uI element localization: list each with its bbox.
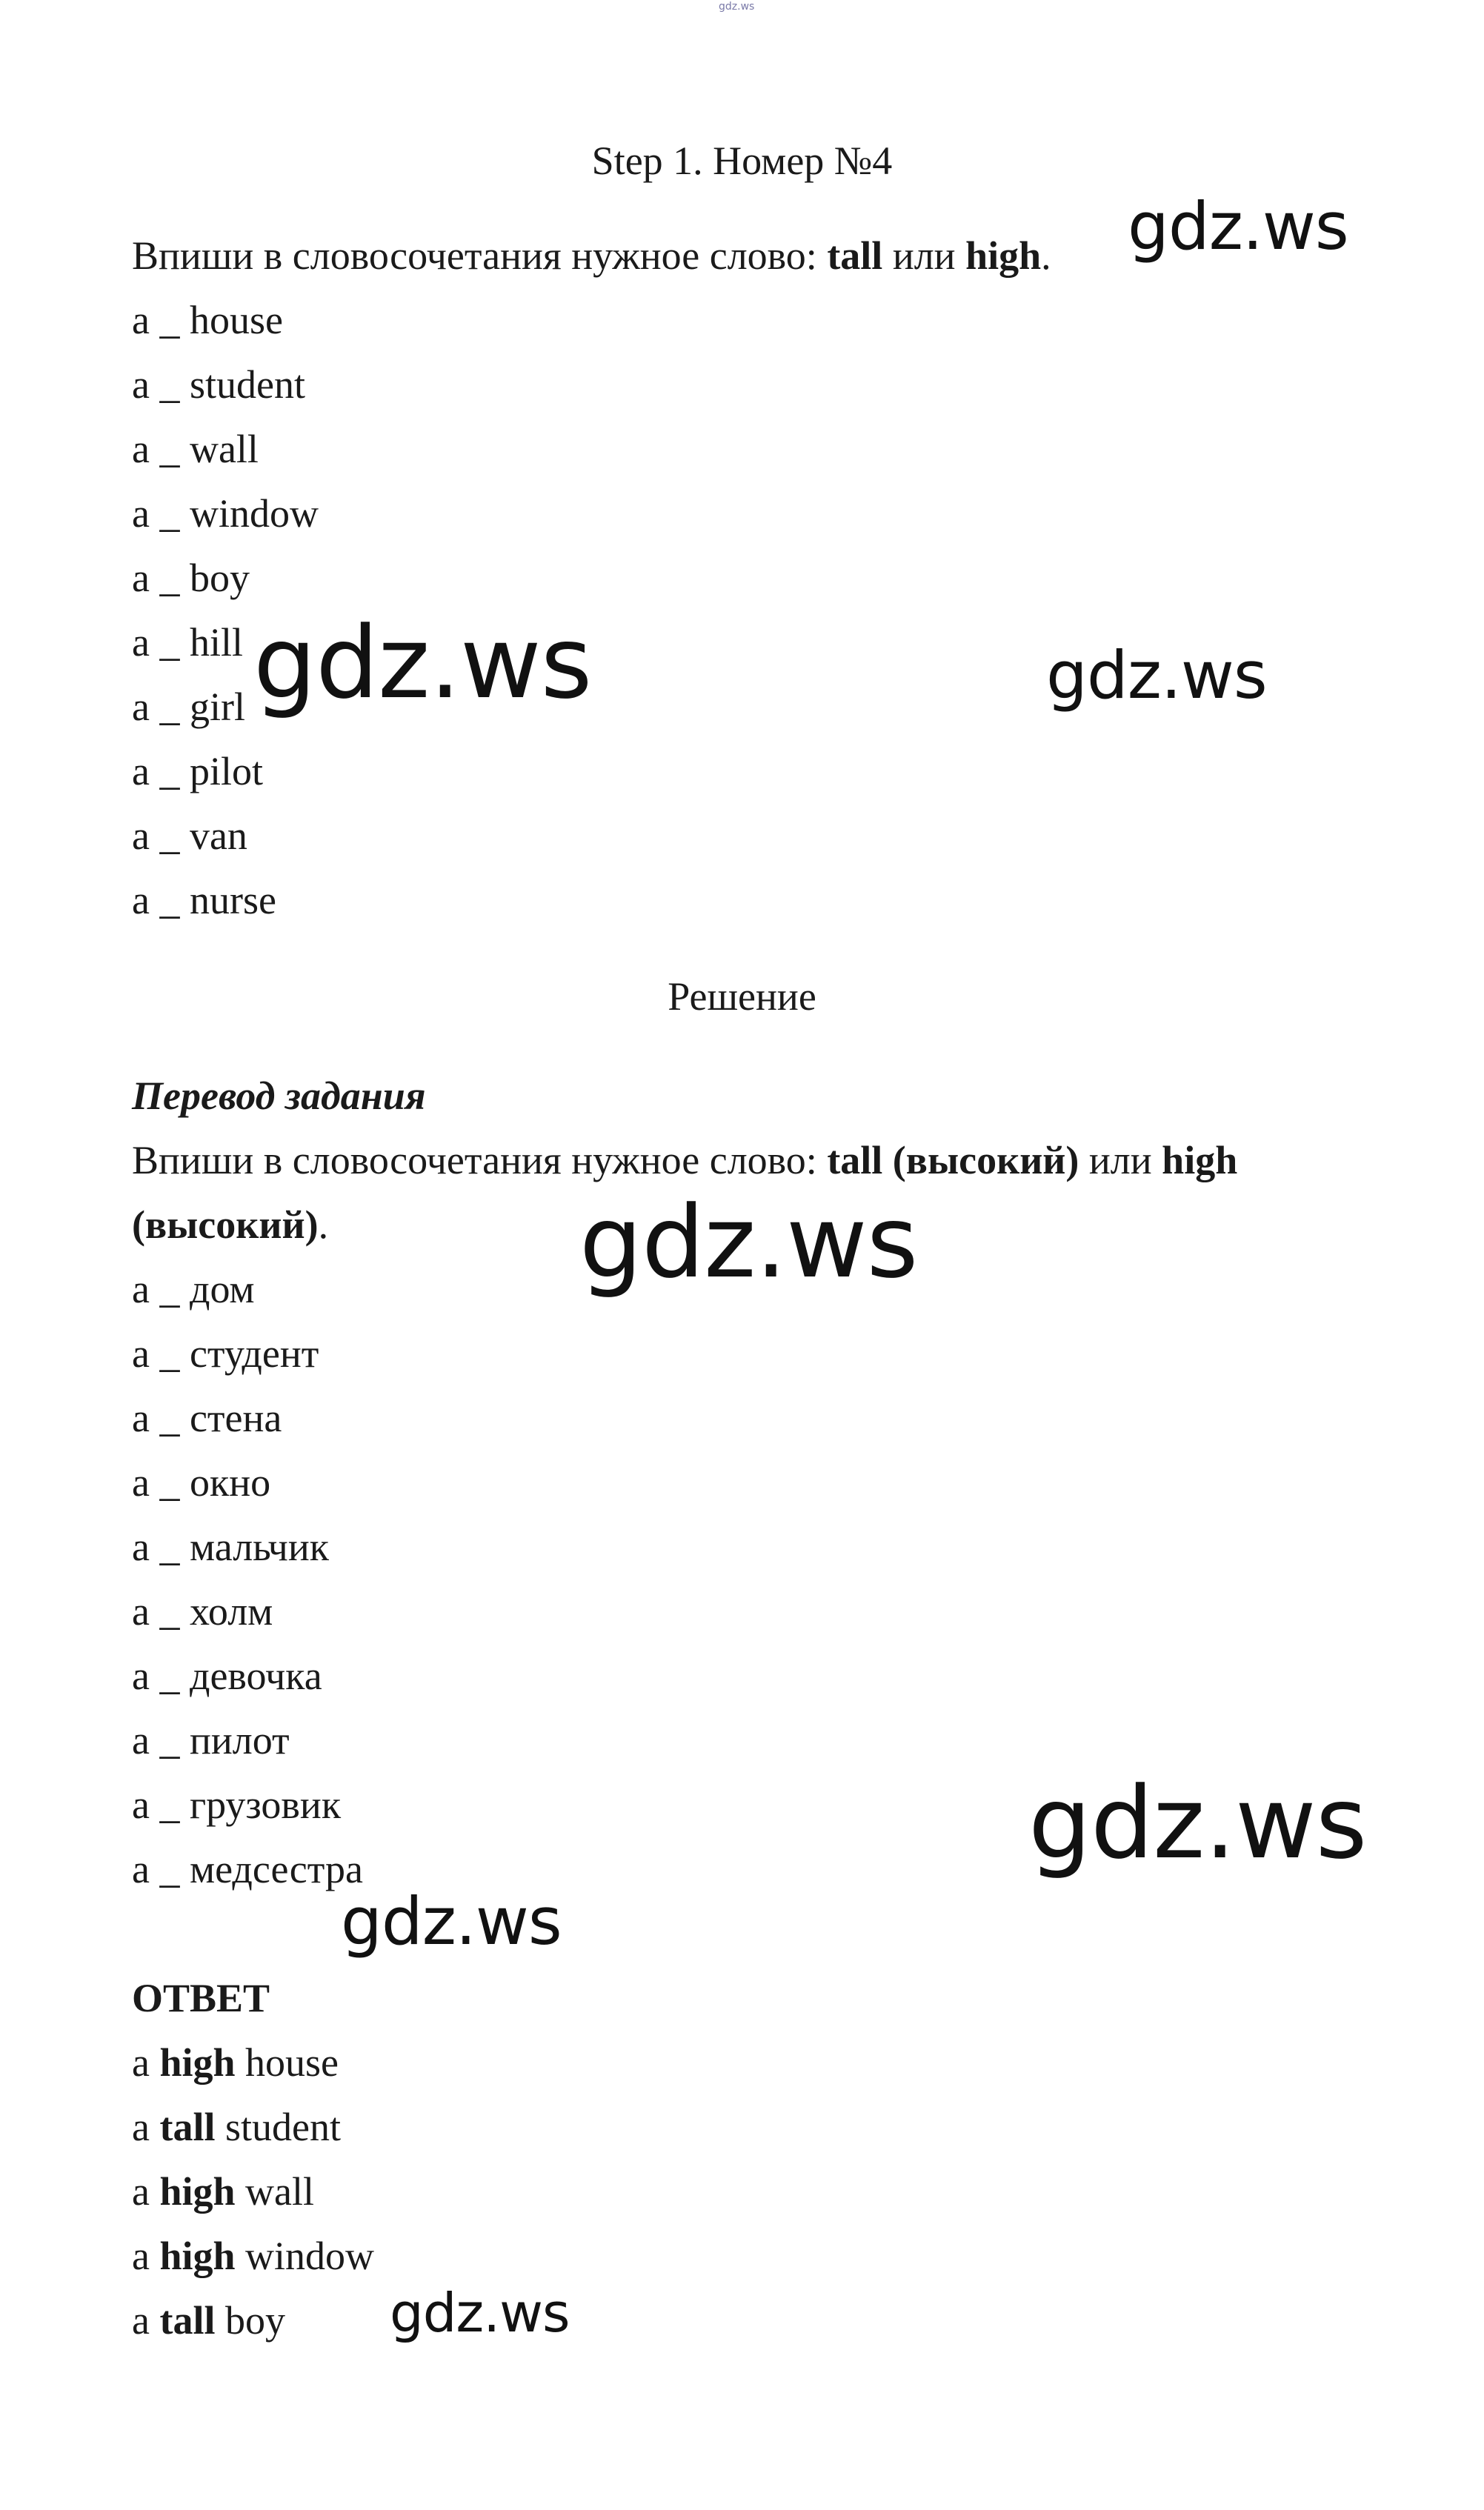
- answer-item: a tall boy: [132, 2298, 285, 2343]
- task-word-tall: tall: [827, 233, 883, 278]
- translation-conj: или: [1079, 1138, 1162, 1182]
- translation-instruction-cont: [132, 1202, 329, 1247]
- translation-item: a _ девочка: [132, 1654, 322, 1698]
- translation-item: a _ медсестра: [132, 1847, 364, 1891]
- answer-word: high: [159, 2234, 236, 2278]
- page-title: Step 1. Номер №4: [591, 139, 893, 183]
- task-item: a _ boy: [132, 556, 250, 600]
- answer-heading: ОТВЕТ: [132, 1976, 270, 2020]
- answer-word: tall: [159, 2105, 216, 2149]
- answer-item: a high house: [132, 2040, 339, 2085]
- watermark: gdz.ws: [1046, 637, 1267, 713]
- solution-heading: Решение: [668, 974, 816, 1019]
- translation-heading: Перевод задания: [132, 1073, 426, 1118]
- translation-instruction: [132, 1140, 1237, 1180]
- translation-item: a _ пилот: [132, 1718, 290, 1762]
- translation-item: a _ мальчик: [132, 1525, 329, 1569]
- answer-word: tall: [159, 2298, 216, 2343]
- task-prefix: Впиши в словосочетания нужное слово:: [132, 233, 828, 278]
- header-watermark: gdz.ws: [719, 1, 755, 13]
- task-word-high: high: [965, 233, 1042, 278]
- answer-item: a high wall: [132, 2169, 315, 2214]
- translation-item: a _ дом: [132, 1267, 255, 1311]
- translation-word-tall: tall (высокий): [827, 1138, 1079, 1182]
- translation-end: .: [318, 1202, 329, 1247]
- translation-prefix: Впиши в словосочетания нужное слово:: [132, 1138, 828, 1182]
- translation-word-high-gloss: (высокий): [132, 1202, 319, 1247]
- task-conj: или: [882, 233, 966, 278]
- task-item: a _ student: [132, 362, 305, 407]
- watermark: gdz.ws: [1028, 1765, 1367, 1881]
- task-item: a _ van: [132, 813, 247, 858]
- answer-item: a tall student: [132, 2105, 341, 2149]
- task-item: a _ pilot: [132, 749, 263, 793]
- translation-item: a _ грузовик: [132, 1782, 342, 1827]
- translation-item: a _ студент: [132, 1331, 319, 1376]
- task-instruction: [132, 233, 1051, 278]
- watermark: gdz.ws: [1128, 188, 1348, 264]
- translation-word-high: high: [1162, 1138, 1238, 1182]
- task-item: a _ girl: [132, 685, 245, 729]
- translation-item: a _ окно: [132, 1460, 271, 1505]
- answer-item: a high window: [132, 2234, 375, 2278]
- answer-word: high: [159, 2040, 236, 2085]
- task-item: a _ hill: [132, 620, 243, 665]
- task-item: a _ wall: [132, 427, 259, 471]
- translation-item: a _ стена: [132, 1396, 282, 1440]
- watermark: gdz.ws: [390, 2282, 570, 2344]
- translation-item: a _ холм: [132, 1589, 273, 1634]
- task-end: .: [1041, 233, 1051, 278]
- task-item: a _ house: [132, 298, 283, 342]
- watermark: gdz.ws: [253, 605, 592, 721]
- watermark: gdz.ws: [579, 1185, 918, 1300]
- answer-word: high: [159, 2169, 236, 2214]
- task-item: a _ nurse: [132, 878, 276, 922]
- watermark: gdz.ws: [341, 1883, 562, 1960]
- task-item: a _ window: [132, 491, 319, 536]
